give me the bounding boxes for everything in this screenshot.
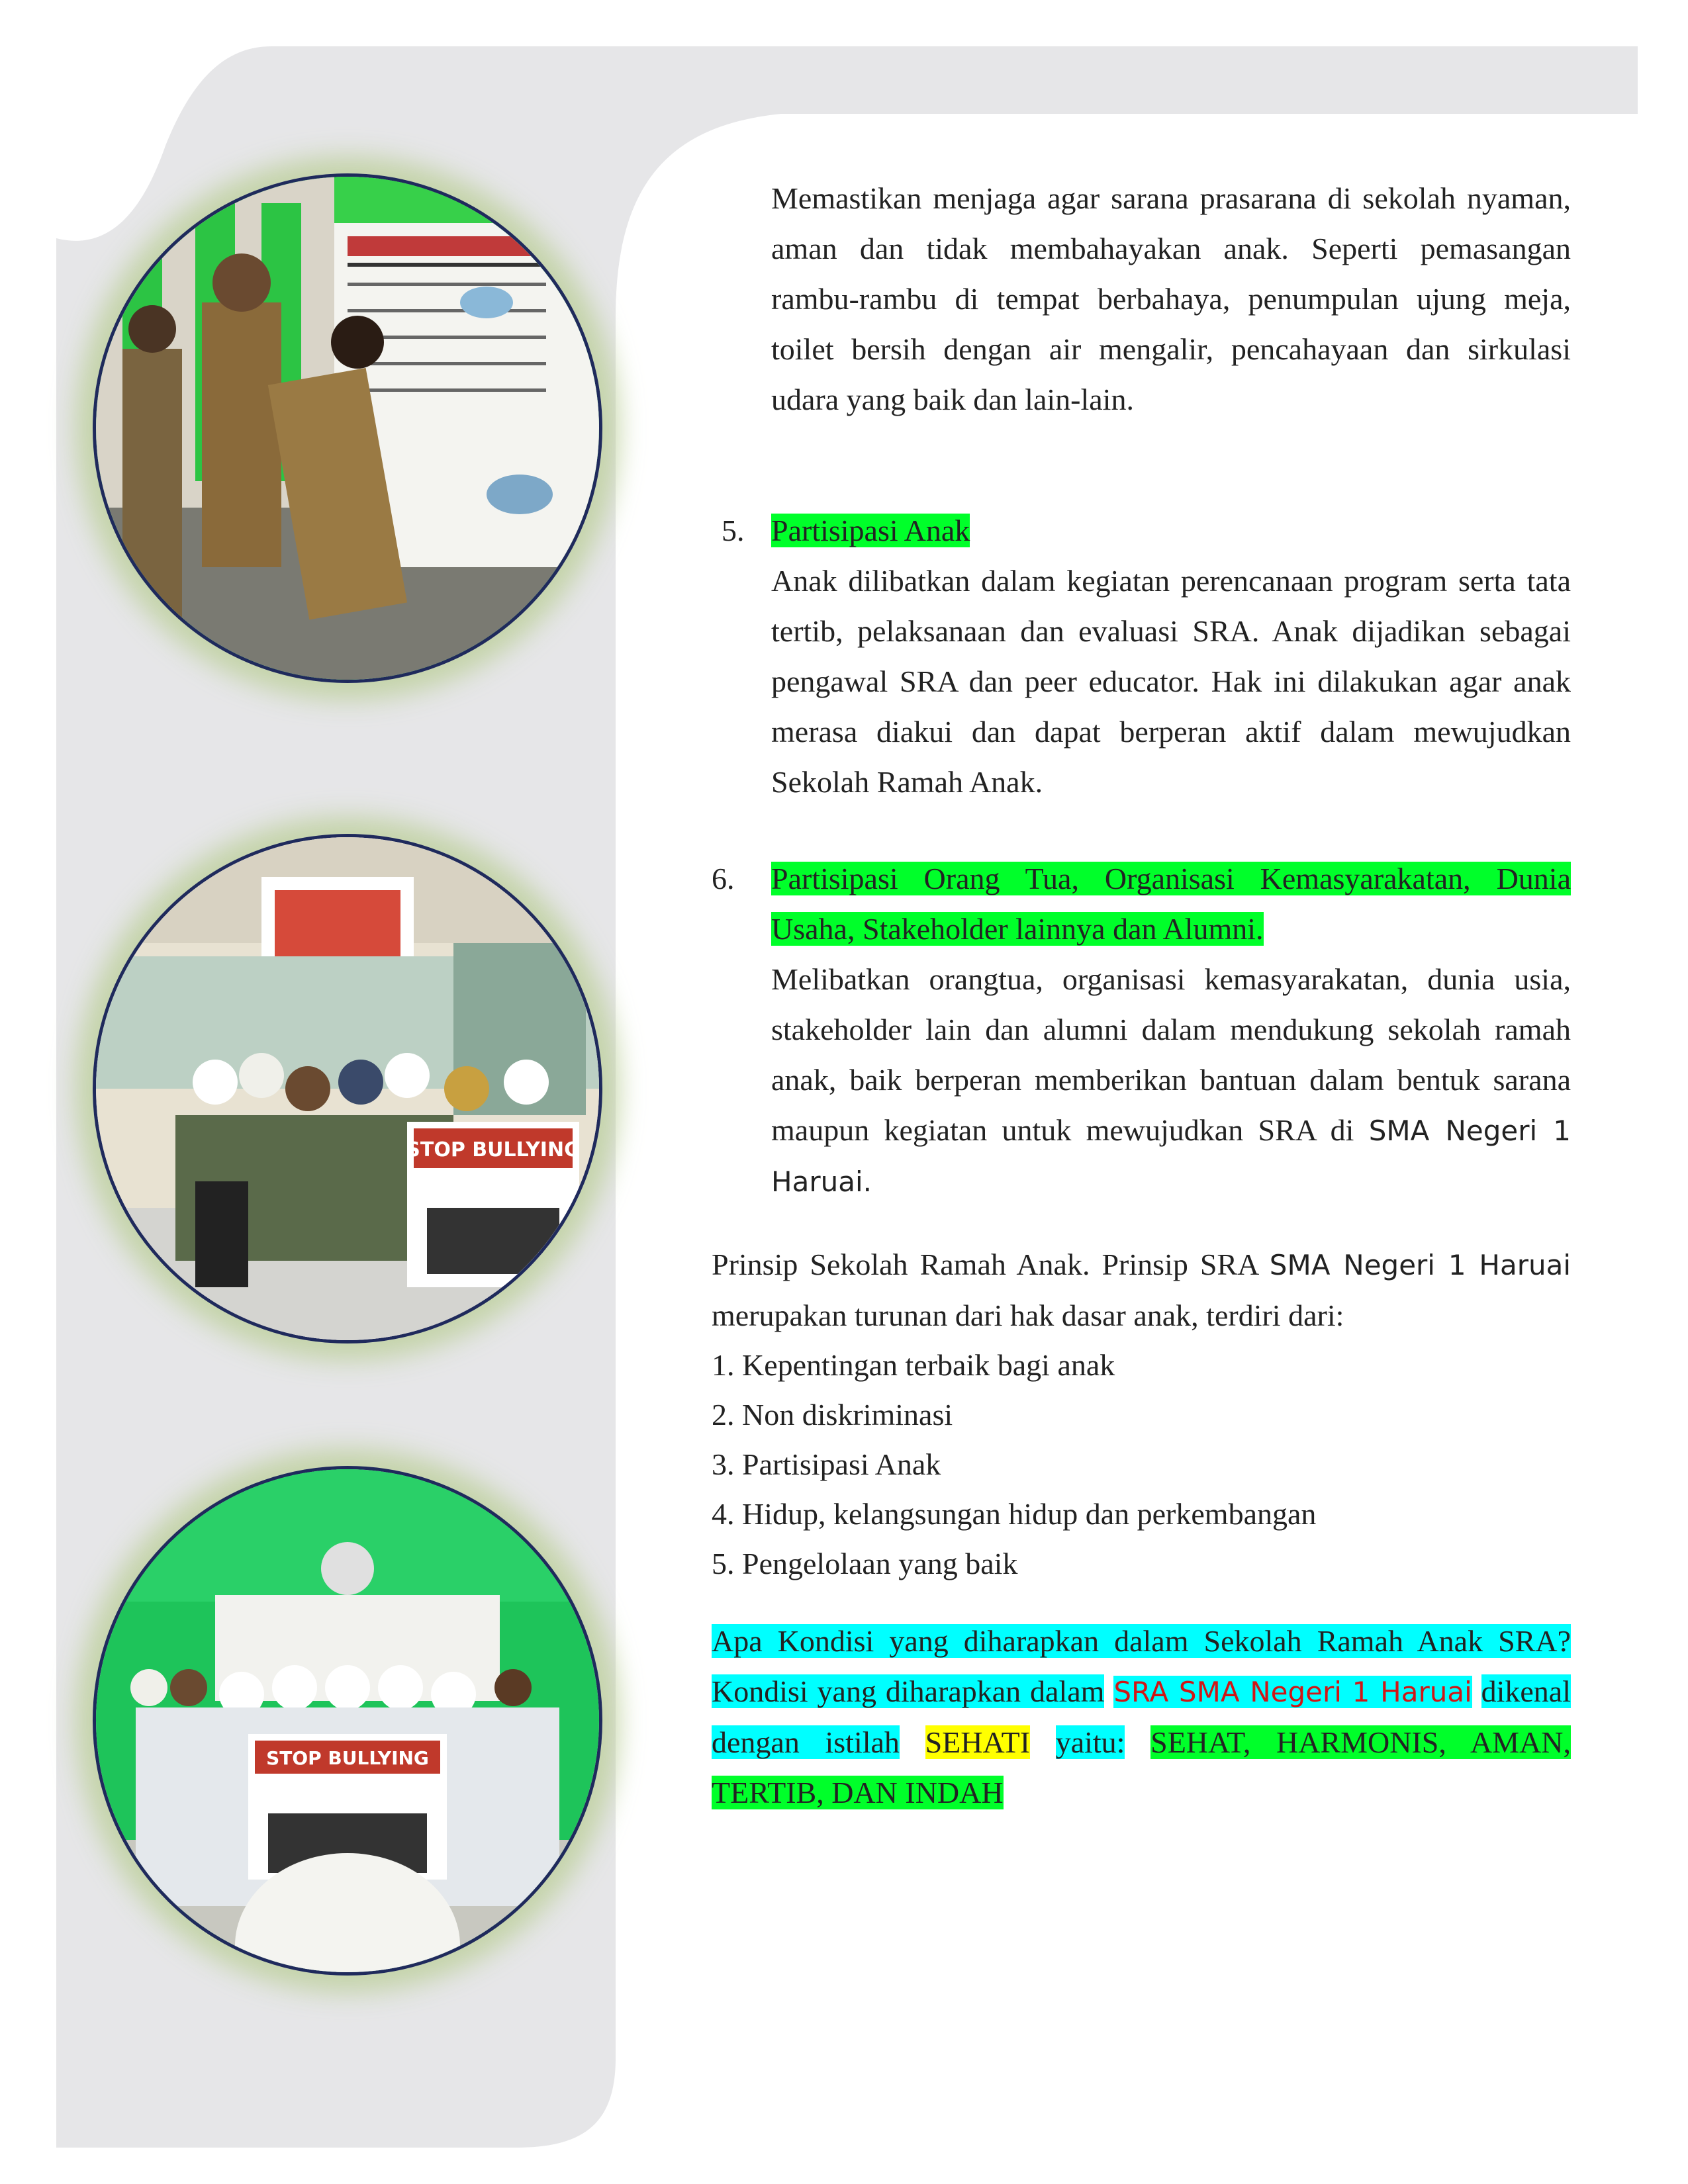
closing-yaitu: yaitu: bbox=[1055, 1725, 1125, 1759]
photo-declaration-signing bbox=[93, 173, 602, 683]
list-item: 1. Kepentingan terbaik bagi anak bbox=[712, 1348, 1115, 1382]
closing-question: Apa Kondisi yang diharapkan dalam Sekolah Ramah Anak SRA? bbox=[712, 1624, 1571, 1658]
item6-body-main: Melibatkan orangtua, organisasi kemasyarakatan, dunia usia, stakeholder lain dan alumni dalam mendukung sekolah ramah anak, baik berperan memberikan bantuan dalam bentuk sarana maupun kegiatan untuk mewujudkan SRA di bbox=[771, 962, 1571, 1147]
principles-list bbox=[712, 1340, 1316, 1588]
principles-school-name: SMA Negeri 1 Haruai bbox=[1269, 1249, 1571, 1281]
item5-number: 5. bbox=[722, 514, 745, 547]
list-item: 3. Partisipasi Anak bbox=[712, 1447, 941, 1481]
svg-text:STOP BULLYING: STOP BULLYING bbox=[266, 1747, 429, 1769]
item6-number: 6. bbox=[712, 862, 735, 895]
closing-mid: dikenal dengan istilah bbox=[712, 1674, 1571, 1759]
item5-title-text: Partisipasi Anak bbox=[771, 514, 970, 547]
photo-group-stop-bullying bbox=[93, 834, 602, 1343]
principles-intro-b: merupakan turunan dari hak dasar anak, terdiri dari: bbox=[712, 1298, 1344, 1332]
principles-intro-a: Prinsip Sekolah Ramah Anak. Prinsip SRA bbox=[712, 1248, 1258, 1281]
closing-lead: Kondisi yang diharapkan dalam bbox=[712, 1674, 1105, 1708]
item6-school-name: SMA Negeri 1 Haruai. bbox=[771, 1115, 1571, 1198]
photo-students-banner bbox=[93, 1466, 602, 1976]
facility-safety-paragraph: Memastikan menjaga agar sarana prasarana di sekolah nyaman, aman dan tidak membahayakan anak. Seperti pemasangan rambu-rambu di tempat berbahaya, penumpulan ujung meja, toilet bersih dengan air mengalir, pencahayaan dan sirkulasi udara yang baik dan lain-lain. bbox=[771, 181, 1571, 416]
item6-body bbox=[771, 954, 1571, 1207]
svg-text:STOP BULLYING: STOP BULLYING bbox=[406, 1138, 581, 1161]
list-item: 2. Non diskriminasi bbox=[712, 1398, 953, 1432]
item6-title bbox=[771, 854, 1571, 954]
item6-title-text: Partisipasi Orang Tua, Organisasi Kemasyarakatan, Dunia Usaha, Stakeholder lainnya dan Alumni. bbox=[771, 862, 1571, 946]
item5-title bbox=[771, 506, 970, 556]
item5-body: Anak dilibatkan dalam kegiatan perencanaan program serta tata tertib, pelaksanaan dan evaluasi SRA. Anak dijadikan sebagai pengawal SRA dan peer educator. Hak ini dilakukan agar anak merasa diakui dan dapat berperan aktif dalam mewujudkan Sekolah Ramah Anak. bbox=[771, 564, 1571, 799]
sehati-values: SEHAT, HARMONIS, AMAN, TERTIB, DAN INDAH bbox=[712, 1725, 1571, 1809]
list-item: 5. Pengelolaan yang baik bbox=[712, 1547, 1018, 1580]
closing-school-name: SRA SMA Negeri 1 Haruai bbox=[1113, 1676, 1472, 1708]
list-item: 4. Hidup, kelangsungan hidup dan perkembangan bbox=[712, 1497, 1317, 1531]
sehati-acronym: SEHATI bbox=[925, 1725, 1031, 1759]
principles-intro bbox=[712, 1240, 1571, 1341]
closing-paragraph bbox=[712, 1616, 1571, 1818]
